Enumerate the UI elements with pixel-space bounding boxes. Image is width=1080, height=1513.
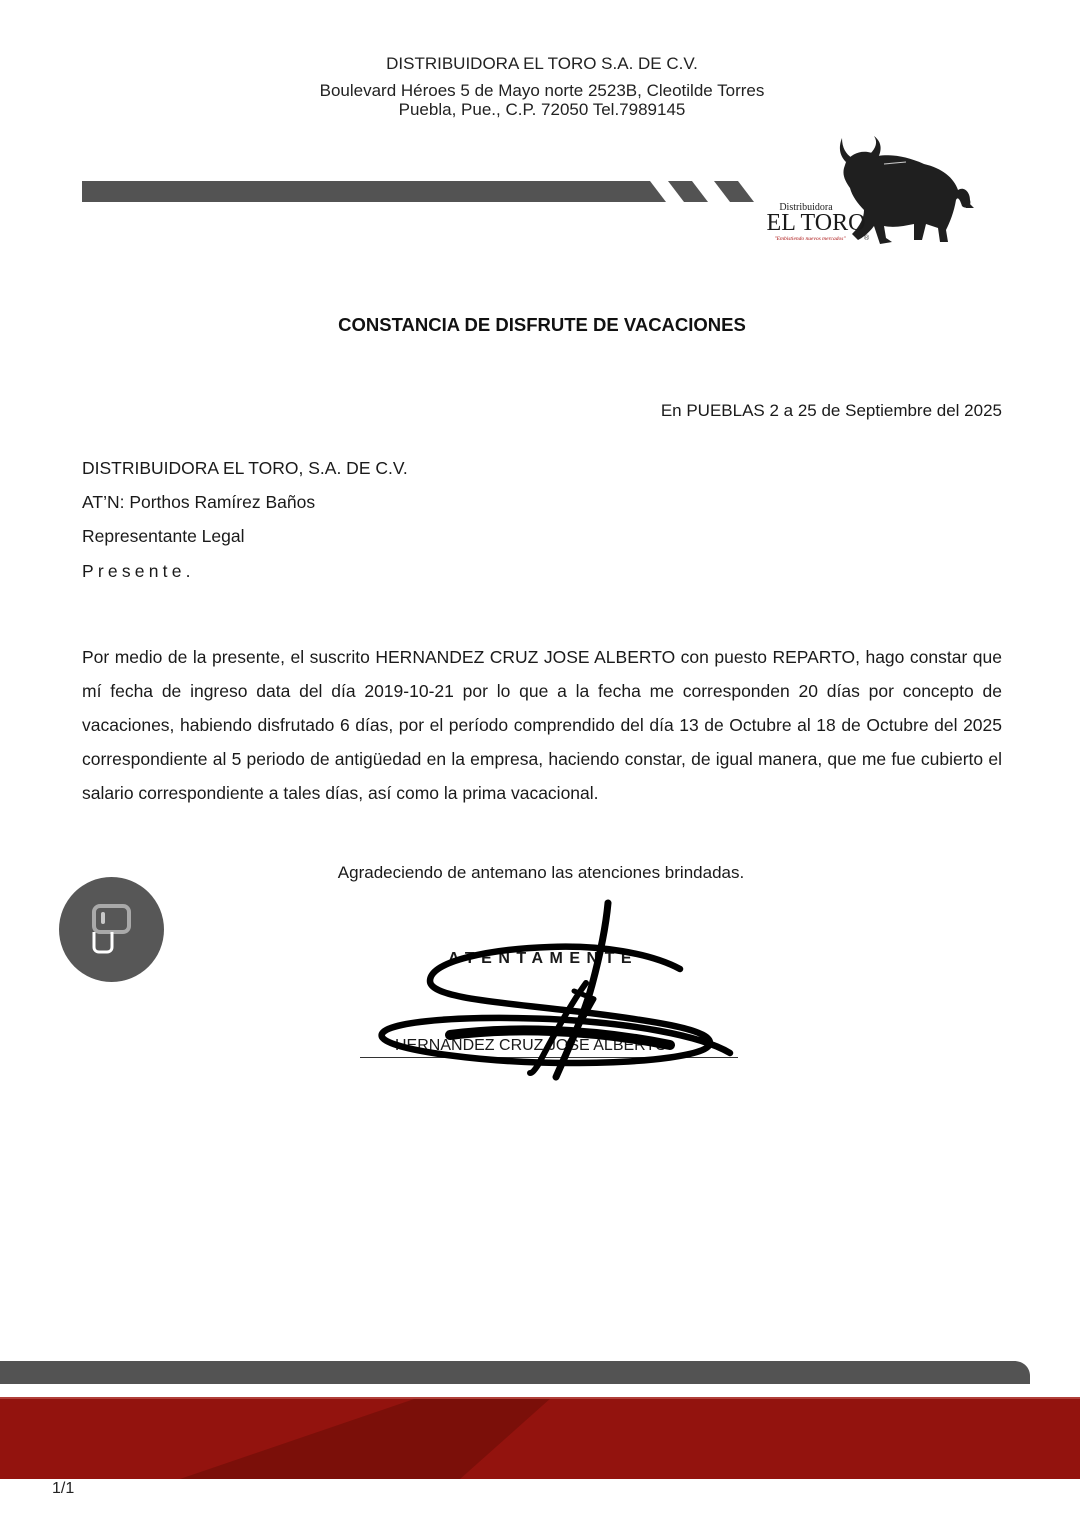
- header-address-line2: Puebla, Pue., C.P. 72050 Tel.7989145: [398, 100, 686, 119]
- company-logo: [766, 134, 976, 250]
- recipient-attention: AT’N: Porthos Ramírez Baños: [82, 492, 316, 512]
- date-line: En PUEBLAS 2 a 25 de Septiembre del 2025: [660, 401, 1002, 420]
- header-address-line1: Boulevard Héroes 5 de Mayo norte 2523B, Cleotilde Torres: [319, 81, 765, 100]
- header-decorative-bar: [82, 181, 762, 205]
- signer-name: HERNANDEZ CRUZ JOSE ALBERTO: [395, 1037, 668, 1054]
- bull-icon: [766, 134, 976, 250]
- atentamente-label: ATENTAMENTE: [448, 950, 639, 967]
- recipient-presente: Presente.: [82, 561, 195, 581]
- header-company-name: DISTRIBUIDORA EL TORO S.A. DE C.V.: [386, 54, 698, 73]
- handwritten-signature: [370, 895, 750, 1085]
- recipient-company: DISTRIBUIDORA EL TORO, S.A. DE C.V.: [82, 458, 408, 478]
- logo-brand: EL TORO: [766, 210, 866, 236]
- logo-tagline: "Embistiendo nuevos mercados": [774, 236, 846, 242]
- closing-line: Agradeciendo de antemano las atenciones brindadas.: [337, 863, 745, 882]
- logo-registered-mark: ®: [864, 235, 870, 242]
- recipient-role: Representante Legal: [82, 526, 245, 546]
- document-title: CONSTANCIA DE DISFRUTE DE VACACIONES: [338, 314, 746, 335]
- annotation-tool-icon: [87, 903, 137, 955]
- floating-annotation-button[interactable]: [59, 877, 164, 982]
- footer-gray-bar: [0, 1360, 1034, 1386]
- footer-red-band: [0, 1397, 1080, 1479]
- logo-small-text: Distribuidora: [779, 202, 833, 213]
- page-indicator: 1/1: [52, 1480, 75, 1497]
- body-paragraph: Por medio de la presente, el suscrito HERNANDEZ CRUZ JOSE ALBERTO con puesto REPARTO, hago constar que mí fecha de ingreso data del día 2019-10-21 por lo que a la fecha me corresponden 20 días por concepto de vacaciones, habiendo disfrutado 6 días, por el período comprendido del día 13 de Octubre al 18 de Octubre del 2025 correspondiente al 5 periodo de antigüedad en la empresa, haciendo constar, de igual manera, que me fue cubierto el salario correspondiente a tales días, así como la prima vacacional.: [82, 647, 1002, 803]
